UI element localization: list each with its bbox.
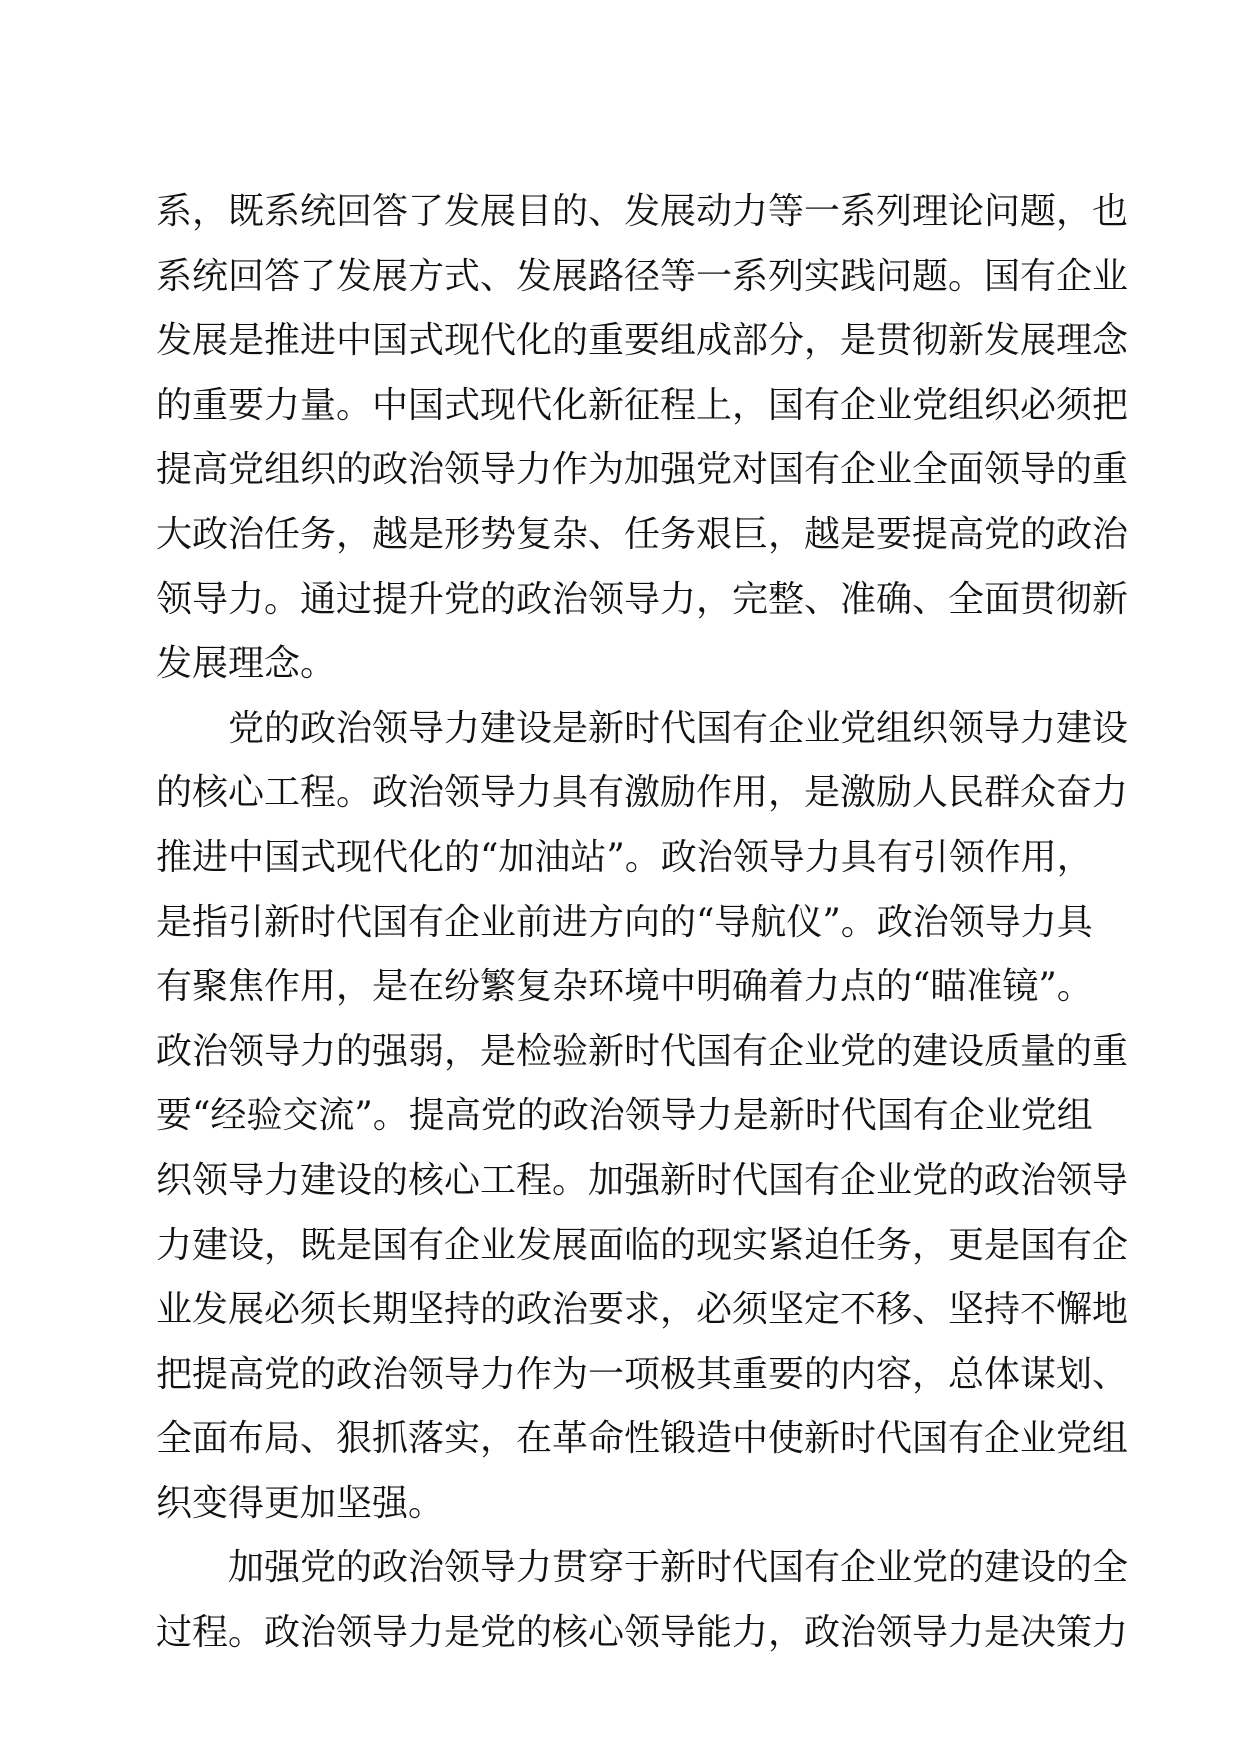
paragraph-2 <box>156 697 1129 1537</box>
text-line: 发展理念。 <box>156 643 337 685</box>
text-line: 政治领导力的强弱，是检验新时代国有企业党的建设质量的重 <box>156 1030 1129 1072</box>
text-line: 发展是推进中国式现代化的重要组成部分，是贯彻新发展理念 <box>156 320 1129 362</box>
text-line: 织领导力建设的核心工程。加强新时代国有企业党的政治领导 <box>156 1159 1129 1201</box>
text-line: 系，既系统回答了发展目的、发展动力等一系列理论问题，也 <box>156 191 1129 232</box>
text-line: 党的政治领导力建设是新时代国有企业党组织领导力建设 <box>156 707 1129 749</box>
text-line: 的核心工程。政治领导力具有激励作用，是激励人民群众奋力 <box>156 772 1129 814</box>
text-line: 过程。政治领导力是党的核心领导能力，政治领导力是决策力 <box>156 1612 1129 1654</box>
text-line: 大政治任务，越是形势复杂、任务艰巨，越是要提高党的政治 <box>156 513 1129 555</box>
paragraph-1 <box>156 180 1129 697</box>
text-line: 加强党的政治领导力贯穿于新时代国有企业党的建设的全 <box>156 1547 1129 1589</box>
text-line: 业发展必须长期坚持的政治要求，必须坚定不移、坚持不懈地 <box>156 1289 1129 1331</box>
text-line: 把提高党的政治领导力作为一项极其重要的内容，总体谋划、 <box>156 1353 1129 1395</box>
text-line: 织变得更加坚强。 <box>156 1482 445 1524</box>
text-line: 推进中国式现代化的“加油站”。政治领导力具有引领作用， <box>156 836 1093 878</box>
text-line: 系统回答了发展方式、发展路径等一系列实践问题。国有企业 <box>156 255 1129 297</box>
text-line: 是指引新时代国有企业前进方向的“导航仪”。政治领导力具 <box>156 901 1093 943</box>
text-line: 全面布局、狠抓落实，在革命性锻造中使新时代国有企业党组 <box>156 1418 1129 1460</box>
text-line: 有聚焦作用，是在纷繁复杂环境中明确着力点的“瞄准镜”。 <box>156 966 1093 1008</box>
text-line: 提高党组织的政治领导力作为加强党对国有企业全面领导的重 <box>156 449 1129 491</box>
document-body <box>156 180 1129 1666</box>
text-line: 的重要力量。中国式现代化新征程上，国有企业党组织必须把 <box>156 384 1129 426</box>
text-line: 领导力。通过提升党的政治领导力，完整、准确、全面贯彻新 <box>156 578 1129 620</box>
paragraph-3 <box>156 1536 1129 1665</box>
text-line: 力建设，既是国有企业发展面临的现实紧迫任务，更是国有企 <box>156 1224 1129 1266</box>
text-line: 要“经验交流”。提高党的政治领导力是新时代国有企业党组 <box>156 1095 1093 1137</box>
